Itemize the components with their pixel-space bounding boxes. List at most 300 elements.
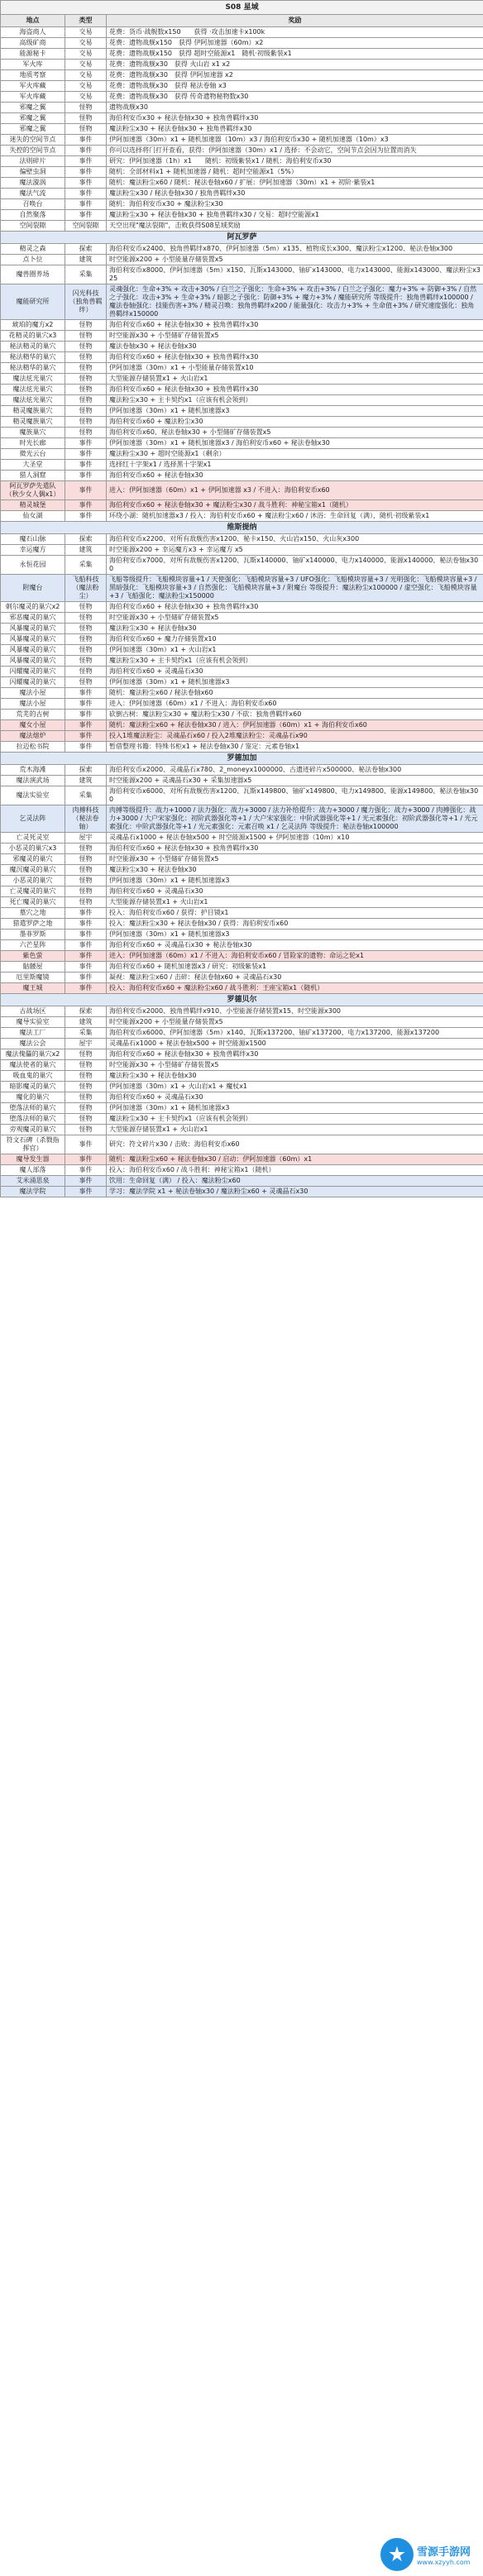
- type-cell: 交易: [65, 81, 107, 92]
- table-row: [1, 1165, 483, 1176]
- type-cell: 怪物: [65, 1125, 107, 1135]
- table-row: [1, 1006, 483, 1017]
- table-row: [1, 374, 483, 385]
- location-cell: 魔兽圈养场: [1, 265, 65, 284]
- location-cell: 魔导实验室: [1, 1017, 65, 1028]
- section-row: [1, 994, 483, 1006]
- type-cell: 事件: [65, 210, 107, 221]
- type-cell: 探索: [65, 1006, 107, 1017]
- location-cell: 魔能研究所: [1, 284, 65, 320]
- reward-cell: 海伯利安币x7000、对所有敌舰伤害x1200、瓦斯x140000、铀矿x140000、电力x140000、能源x140000、秘法卷轴x300: [107, 556, 483, 575]
- table-row: [1, 1028, 483, 1039]
- reward-cell: 时空能源x30 + 小型储矿存储装置x5: [107, 331, 483, 342]
- location-cell: 骷髅屋: [1, 962, 65, 973]
- location-cell: 法则碎片: [1, 156, 65, 167]
- type-cell: 事件: [65, 1135, 107, 1154]
- type-cell: 建筑: [65, 255, 107, 265]
- location-cell: 墨菲罗斯: [1, 930, 65, 940]
- type-cell: 采集: [65, 556, 107, 575]
- location-cell: 猎遣罗萨之地: [1, 919, 65, 930]
- location-cell: 风暴魔灵的巢穴: [1, 645, 65, 656]
- location-cell: 小恶灵的巢穴x3: [1, 844, 65, 854]
- watermark-url: www.xzyyh.com: [417, 2559, 471, 2566]
- location-cell: 符文石碑（杀戮指挥官）: [1, 1135, 65, 1154]
- type-cell: 怪物: [65, 645, 107, 656]
- reward-cell: 学习：魔法学院 x1 + 秘法卷轴x30 / 魔法粉尘x60 + 灵魂晶石x30: [107, 1187, 483, 1197]
- reward-cell: 魔法卷轴x30 + 秘法卷轴x30: [107, 342, 483, 352]
- location-cell: 魔法小屋: [1, 699, 65, 710]
- type-cell: 怪物: [65, 624, 107, 634]
- table-title: S08 星域: [1, 1, 483, 15]
- table-row: [1, 92, 483, 103]
- location-cell: 点卜位: [1, 255, 65, 265]
- reward-cell: 时空能源x30 + 小型储矿存储装置x5: [107, 854, 483, 865]
- type-cell: 采集: [65, 265, 107, 284]
- reward-cell: 海伯利安币x60 + 秘法卷轴x30 + 魔法粉尘x30 / 战斗胜利：神秘宝箱x1（随机）: [107, 500, 483, 511]
- reward-cell: 海伯利安币x60、秘法卷轴x30 + 小型储矿存储装置x5: [107, 428, 483, 438]
- type-cell: 事件: [65, 1176, 107, 1187]
- location-cell: 乞灵法阵: [1, 805, 65, 833]
- table-row: [1, 460, 483, 471]
- location-cell: 死亡魔灵的巢穴: [1, 897, 65, 908]
- table-row: [1, 320, 483, 331]
- location-cell: 亡灵死灵室: [1, 833, 65, 844]
- reward-cell: 海伯利安币x60 + 灵魂晶石x30: [107, 1092, 483, 1103]
- type-cell: 事件: [65, 511, 107, 522]
- reward-cell: 肉搏等级提升：战力+1000 / 法力强化：战力+3000 / 法力补给提升：战力+3000 / 魔力强化：战力+3000 / 肉搏强化：战力+3000 / 大户宋家强化：初阶武器强化等+1 / 大户宋家强化：中阶武器强化等+1 / 光元素强化：初阶武器强化等+1 / 光元素强化：中阶武器强化等+1 / 光元素强化：元素召唤 x1 / 乞灵法阵 等级提升：秘法卷轴x100000: [107, 805, 483, 833]
- table-row: [1, 363, 483, 374]
- type-cell: 怪物: [65, 1049, 107, 1060]
- type-cell: 怪物: [65, 602, 107, 613]
- reward-cell: 海伯利安币x2000、灵魂晶石x780、2_moneyx1000000、古遗迹碎片x500000、秘法卷轴x300: [107, 765, 483, 776]
- location-cell: 幸运魔方: [1, 545, 65, 556]
- type-cell: 事件: [65, 731, 107, 742]
- location-cell: 墓穴之地: [1, 908, 65, 919]
- location-cell: 六芒星阵: [1, 940, 65, 951]
- location-cell: 魔法学院: [1, 1187, 65, 1197]
- location-cell: 精灵魔族巢穴: [1, 406, 65, 417]
- table-row: [1, 624, 483, 634]
- reward-cell: 海伯利安币x6000、对所有敌舰伤害x1200、瓦斯x149800、铀矿x149800、电力x149800、能源x149800、秘法卷轴x300: [107, 786, 483, 805]
- location-cell: 魔法演武场: [1, 776, 65, 786]
- location-cell: 堕落法师的巢穴: [1, 1103, 65, 1114]
- table-row: [1, 710, 483, 720]
- type-cell: 探索: [65, 244, 107, 255]
- location-cell: 堕落法师的巢穴: [1, 1114, 65, 1125]
- table-row: [1, 331, 483, 342]
- section-title: 阿瓦罗萨: [1, 232, 483, 244]
- reward-cell: 海伯利安币x60 + 秘法卷轴x30 + 独角兽羁绊x30: [107, 385, 483, 395]
- table-row: [1, 1092, 483, 1103]
- table-row: [1, 844, 483, 854]
- table-row: [1, 1154, 483, 1165]
- type-cell: 事件: [65, 951, 107, 962]
- reward-cell: 大型能源存储装置x1 + 火山岩x1: [107, 1125, 483, 1135]
- table-row: [1, 677, 483, 688]
- table-row: [1, 244, 483, 255]
- reward-cell: 海伯利安币x60 + 灵魂晶石x30: [107, 667, 483, 677]
- location-cell: 紫色萤: [1, 951, 65, 962]
- table-row: [1, 699, 483, 710]
- location-cell: 秘法精灵的巢穴: [1, 342, 65, 352]
- location-cell: 风暴魔灵的巢穴: [1, 634, 65, 645]
- type-cell: 怪物: [65, 320, 107, 331]
- table-row: [1, 720, 483, 731]
- type-cell: 怪物: [65, 634, 107, 645]
- location-cell: 阿瓦罗萨先遣队（秋少女人偶x1）: [1, 481, 65, 500]
- type-cell: 怪物: [65, 677, 107, 688]
- location-cell: 琥珀的魔方x2: [1, 320, 65, 331]
- location-cell: 魔导发生器: [1, 1154, 65, 1165]
- reward-cell: 遗物战舰x30: [107, 103, 483, 113]
- table-row: [1, 575, 483, 602]
- reward-cell: 花费：遗物战舰x150 获得 超时空能源x1 随机·初级紫装x1: [107, 49, 483, 60]
- type-cell: 怪物: [65, 113, 107, 124]
- reward-cell: 魔法粉尘x30 + 超时空能源x1（剩余）: [107, 449, 483, 460]
- location-cell: 魔族巢穴: [1, 428, 65, 438]
- table-row: [1, 742, 483, 753]
- location-cell: 猎人洞窟: [1, 471, 65, 481]
- reward-cell: 伊阿加速器（30m）x1 + 火山岩x1: [107, 645, 483, 656]
- table-row: [1, 556, 483, 575]
- location-cell: 邪魔之翼: [1, 103, 65, 113]
- location-cell: 荒木海滩: [1, 765, 65, 776]
- location-cell: 风暴魔灵的巢穴: [1, 624, 65, 634]
- table-row: [1, 255, 483, 265]
- location-cell: 魔法实验室: [1, 786, 65, 805]
- location-cell: 能源秘卡: [1, 49, 65, 60]
- reward-cell: 时空能源x200 + 小型能量存储装置x5: [107, 255, 483, 265]
- table-row: [1, 776, 483, 786]
- location-cell: 魔法使者的巢穴: [1, 1060, 65, 1071]
- reward-cell: 花费：货币·战舰数x150 获得 ·攻击加速卡x100k: [107, 27, 483, 38]
- table-row: [1, 930, 483, 940]
- type-cell: 事件: [65, 1165, 107, 1176]
- location-cell: 地质考察: [1, 70, 65, 81]
- type-cell: 交易: [65, 38, 107, 49]
- type-cell: 怪物: [65, 428, 107, 438]
- type-cell: 事件: [65, 688, 107, 699]
- reward-cell: 伊阿加速器（30m）x1 + 随机加速器x3 / 海伯利安币x60 + 秘法卷轴x30: [107, 438, 483, 449]
- type-cell: 怪物: [65, 331, 107, 342]
- reward-cell: 伊阿加速器（30m）x1 + 火山岩x1 + 魔杖x1: [107, 1082, 483, 1092]
- table-row: [1, 833, 483, 844]
- type-cell: 怪物: [65, 1082, 107, 1092]
- table-row: [1, 70, 483, 81]
- reward-cell: 灵魂晶石x1000 + 秘法卷轴x500 + 时空能源x1500 + 伊阿加速器（10m）x10: [107, 833, 483, 844]
- reward-cell: 花费：遗物战舰x30 获得 伊阿加速器 x2: [107, 70, 483, 81]
- location-cell: 邪魔灵的巢穴: [1, 854, 65, 865]
- reward-cell: 海伯利安币x2200、对所有敌舰伤害x1200、秘卡x150、火山岩x150、火山灰x300: [107, 534, 483, 545]
- type-cell: 怪物: [65, 1103, 107, 1114]
- type-cell: 事件: [65, 720, 107, 731]
- reward-cell: 海伯利安币x30 + 秘法卷轴x30 + 独角兽羁绊x30: [107, 113, 483, 124]
- reward-cell: 时空能源x30 + 小型储矿存储装置x5: [107, 1060, 483, 1071]
- type-cell: 怪物: [65, 1060, 107, 1071]
- table-row: [1, 199, 483, 210]
- table-row: [1, 634, 483, 645]
- type-cell: 事件: [65, 962, 107, 973]
- table-row: [1, 1103, 483, 1114]
- reward-table: [0, 0, 483, 1197]
- location-cell: 刺尔魔灵的巢穴x2: [1, 602, 65, 613]
- table-row: [1, 908, 483, 919]
- type-cell: 事件: [65, 930, 107, 940]
- reward-cell: 魔法粉尘x30 + 秘法卷轴x30: [107, 624, 483, 634]
- table-row: [1, 471, 483, 481]
- reward-cell: 随机：魔法粉尘x60 + 秘法卷轴x30 / 进入：伊阿加速器（60m）x1 + 海伯利安币x60: [107, 720, 483, 731]
- location-cell: 魔王城: [1, 983, 65, 994]
- location-cell: 时光长廊: [1, 438, 65, 449]
- type-cell: 事件: [65, 742, 107, 753]
- reward-cell: 灵魂强化：生命+3% + 攻击+30% / 白兰之子强化：生命+3% + 攻击+3% / 白兰之子强化：魔力+3% + 防御+3% / 自然之子强化：攻击+3% + 生命+3% / 暗影之子强化：防御+3% + 魔力+3% / 魔能研究所 等级提升：独角兽羁绊x100000 / 魔法卷轴强化：技能伤害+3% / 精灵召唤：独角兽羁绊x200 / 能量强化：攻击力+3% + 生命值+3% / 研究速度强化：独角兽羁绊x150000: [107, 284, 483, 320]
- type-cell: 事件: [65, 919, 107, 930]
- watermark: [380, 2536, 478, 2573]
- location-cell: 魔法工厂: [1, 1028, 65, 1039]
- type-cell: 怪物: [65, 897, 107, 908]
- location-cell: 魔法傀儡的巢穴x2: [1, 1049, 65, 1060]
- table-row: [1, 342, 483, 352]
- location-cell: 魔法气流: [1, 189, 65, 199]
- table-row: [1, 1187, 483, 1197]
- table-row: [1, 940, 483, 951]
- table-row: [1, 602, 483, 613]
- type-cell: 事件: [65, 438, 107, 449]
- reward-cell: 飞船等级提升：飞船模块容量+1 / 天使强化：飞船模块容量+3 / UFO强化：飞船模块容量+3 / 光明强化：飞船模块容量+3 / 黑暗强化：飞船模块容量+3 / 自然强化：飞船模块容量+3 / 附魔台 等级提升：魔法粉尘x100000 / 虚空强化：飞船模块容量+3 / 飞船强化：魔法粉尘x150000: [107, 575, 483, 602]
- table-row: [1, 951, 483, 962]
- table-row: [1, 395, 483, 406]
- star-logo-icon: [380, 2538, 414, 2571]
- location-cell: 魔石山脉: [1, 534, 65, 545]
- table-row: [1, 534, 483, 545]
- type-cell: 事件: [65, 699, 107, 710]
- table-row: [1, 645, 483, 656]
- section-row: [1, 232, 483, 244]
- reward-cell: 随机：魔法粉尘x60 / 随机：秘法卷轴x60 / 扩展：伊阿加速器（30m）x1 + 初阶·紫装x1: [107, 178, 483, 189]
- type-cell: 建筑: [65, 545, 107, 556]
- table-row: [1, 352, 483, 363]
- location-cell: 失控的空间节点: [1, 146, 65, 156]
- type-cell: 事件: [65, 500, 107, 511]
- type-cell: 怪物: [65, 1092, 107, 1103]
- table-row: [1, 500, 483, 511]
- location-cell: 魔法炫光巢穴: [1, 374, 65, 385]
- type-cell: 怪物: [65, 363, 107, 374]
- type-cell: 肉搏科技（秘法卷轴）: [65, 805, 107, 833]
- location-cell: 闪耀魔灵的巢穴: [1, 677, 65, 688]
- reward-cell: 暂借整理书籍：特殊书柜x1 + 秘法卷轴x30 / 鉴定：元素卷轴x1: [107, 742, 483, 753]
- reward-cell: 海伯利安币x2000、独角兽羁绊x910、小型能源存储装置x15、时空能源x300: [107, 1006, 483, 1017]
- reward-cell: 海伯利安币x6000、伊阿加速器（5m）x140、瓦斯x137200、铀矿x137200、电力x137200、能源x137200: [107, 1028, 483, 1039]
- type-cell: 事件: [65, 710, 107, 720]
- type-cell: 事件: [65, 908, 107, 919]
- reward-cell: 投入：海伯利安币x60 + 魔法粉尘x60 / 战斗胜利：王座宝箱x1（随机）: [107, 983, 483, 994]
- table-row: [1, 983, 483, 994]
- type-cell: 事件: [65, 471, 107, 481]
- location-cell: 旁观魔灵的巢穴: [1, 1125, 65, 1135]
- table-row: [1, 656, 483, 667]
- table-row: [1, 688, 483, 699]
- reward-cell: 大型能源存储装置x1 + 火山岩x1: [107, 374, 483, 385]
- table-row: [1, 178, 483, 189]
- location-cell: 闪耀魔灵的巢穴: [1, 667, 65, 677]
- reward-cell: 研究：伊阿加速器（1h）x1 随机：初级紫装x1 / 随机：海伯利安币x30: [107, 156, 483, 167]
- table-row: [1, 731, 483, 742]
- reward-cell: 进入：伊阿加速器（60m）x1 / 不进入：海伯利安币x60 / 冒险家的遗物：命运之轮x1: [107, 951, 483, 962]
- table-row: [1, 805, 483, 833]
- section-title: 罗德加加: [1, 753, 483, 765]
- section-row: [1, 522, 483, 534]
- location-cell: 精灵魔族巢穴: [1, 417, 65, 428]
- table-row: [1, 1176, 483, 1187]
- reward-cell: 海伯利安币x60 + 秘法卷轴x30 + 独角兽羁绊x30: [107, 352, 483, 363]
- type-cell: 怪物: [65, 1071, 107, 1082]
- table-row: [1, 1060, 483, 1071]
- reward-cell: 海伯利安币x60 + 秘法卷轴x30 + 独角兽羁绊x30: [107, 1049, 483, 1060]
- type-cell: 怪物: [65, 844, 107, 854]
- location-cell: 精灵城堡: [1, 500, 65, 511]
- location-cell: 魔法漩涡: [1, 178, 65, 189]
- table-row: [1, 1082, 483, 1092]
- type-cell: 采集: [65, 1028, 107, 1039]
- type-cell: 怪物: [65, 417, 107, 428]
- location-cell: 魔法公会: [1, 1039, 65, 1049]
- watermark-name: 雪源手游网: [417, 2546, 471, 2559]
- reward-cell: 投入：海伯利安币x60 / 战斗胜利：神秘宝箱x1（随机）: [107, 1165, 483, 1176]
- type-cell: 交易: [65, 70, 107, 81]
- location-cell: 花精灵的巢穴x3: [1, 331, 65, 342]
- reward-cell: 海伯利安币x60 + 秘法卷轴x30 + 独角兽羁绊x30: [107, 320, 483, 331]
- reward-cell: 海伯利安币x60 + 灵魂晶石x30: [107, 887, 483, 897]
- reward-cell: 随机：魔法粉尘x60 + 秘法卷轴x30 / 启动：伊阿加速器（60m）x1: [107, 1154, 483, 1165]
- location-cell: 自然聚落: [1, 210, 65, 221]
- table-row: [1, 167, 483, 178]
- type-cell: 建筑: [65, 776, 107, 786]
- reward-cell: 魔法粉尘x30 + 主卡契约x1（应该有机会领到）: [107, 656, 483, 667]
- type-cell: 怪物: [65, 854, 107, 865]
- reward-cell: 花费：遗物战舰x30 获得 火山岩 x1 x2: [107, 60, 483, 70]
- table-row: [1, 919, 483, 930]
- table-row: [1, 765, 483, 776]
- table-row: [1, 1114, 483, 1125]
- location-cell: 拉迈松书院: [1, 742, 65, 753]
- type-cell: 飞船科技（魔法粉尘）: [65, 575, 107, 602]
- reward-cell: 海伯利安币x60 + 秘法卷轴x30 + 独角兽羁绊x30: [107, 602, 483, 613]
- type-cell: 事件: [65, 481, 107, 500]
- header-location: 地点: [1, 15, 65, 27]
- reward-cell: 你可以选择将门打开查看，获得：伊阿加速器（30m）x1 / 选择：不会动它，空间节点会因为位置而消失: [107, 146, 483, 156]
- type-cell: 屋宇: [65, 833, 107, 844]
- type-cell: 事件: [65, 199, 107, 210]
- type-cell: 探索: [65, 534, 107, 545]
- table-row: [1, 60, 483, 70]
- table-row: [1, 417, 483, 428]
- location-cell: 偏壁虫洞: [1, 167, 65, 178]
- location-cell: 迷失的空间节点: [1, 135, 65, 146]
- location-cell: 魔人部落: [1, 1165, 65, 1176]
- type-cell: 采集: [65, 786, 107, 805]
- type-cell: 事件: [65, 156, 107, 167]
- type-cell: 事件: [65, 973, 107, 983]
- reward-cell: 进入：伊阿加速器（60m）x1 + 伊阿加速器 x3 / 不进入：海伯利安币x60: [107, 481, 483, 500]
- table-row: [1, 449, 483, 460]
- table-row: [1, 887, 483, 897]
- reward-cell: 魔法粉尘x30 + 秘法卷轴x30: [107, 1071, 483, 1082]
- type-cell: 探索: [65, 765, 107, 776]
- watermark-text: [417, 2543, 471, 2566]
- table-header-row: [1, 15, 483, 27]
- location-cell: 荒芜的古树: [1, 710, 65, 720]
- type-cell: 怪物: [65, 406, 107, 417]
- type-cell: 怪物: [65, 887, 107, 897]
- reward-cell: 花费：遗物战舰x30 获得 传奇遗物秘物数x30: [107, 92, 483, 103]
- table-row: [1, 1125, 483, 1135]
- reward-cell: 伊阿加速器（30m）x1 + 随机加速器（10m）x3 / 海伯利安币x30 + 随机加速器（10m）x3: [107, 135, 483, 146]
- reward-cell: 研究：符文碎片x30 / 击败：海伯利安币x60: [107, 1135, 483, 1154]
- type-cell: 建筑: [65, 1017, 107, 1028]
- table-row: [1, 1049, 483, 1060]
- table-row: [1, 1039, 483, 1049]
- type-cell: 事件: [65, 178, 107, 189]
- location-cell: 邪魔之翼: [1, 124, 65, 135]
- table-row: [1, 189, 483, 199]
- table-row: [1, 1017, 483, 1028]
- reward-cell: 投入：魔法粉尘x30 + 秘法卷轴x30 / 获得：海伯利安币x60: [107, 919, 483, 930]
- table-row: [1, 613, 483, 624]
- reward-cell: 伊阿加速器（30m）x1 + 随机加速器x3: [107, 1103, 483, 1114]
- table-row: [1, 385, 483, 395]
- location-cell: 大圣堂: [1, 460, 65, 471]
- table-row: [1, 511, 483, 522]
- type-cell: 事件: [65, 460, 107, 471]
- reward-cell: 伊阿加速器（30m）x1 + 随机加速器x3: [107, 876, 483, 887]
- table-row: [1, 406, 483, 417]
- reward-cell: 魔法粉尘x30 + 主卡契约x1（应该有机会领到）: [107, 395, 483, 406]
- type-cell: 事件: [65, 1187, 107, 1197]
- reward-cell: 海伯利安币x8000、伊阿加速器（5m）x150、瓦斯x143000、铀矿x143000、电力x143000、能源x143000、魔法粉尘x325: [107, 265, 483, 284]
- type-cell: 怪物: [65, 385, 107, 395]
- location-cell: 暗影魔灵的巢穴: [1, 1082, 65, 1092]
- table-row: [1, 667, 483, 677]
- location-cell: 永恒花园: [1, 556, 65, 575]
- table-row: [1, 876, 483, 887]
- type-cell: 事件: [65, 983, 107, 994]
- table-row: [1, 545, 483, 556]
- section-row: [1, 753, 483, 765]
- type-cell: 怪物: [65, 656, 107, 667]
- type-cell: 怪物: [65, 876, 107, 887]
- table-row: [1, 438, 483, 449]
- reward-cell: 魔法粉尘x30 / 秘法卷轴x30 / 独角兽羁绊x30: [107, 189, 483, 199]
- location-cell: 风暴魔灵的巢穴: [1, 656, 65, 667]
- location-cell: 附魔台: [1, 575, 65, 602]
- location-cell: 魔女小屋: [1, 720, 65, 731]
- location-cell: 空间裂隙: [1, 221, 65, 232]
- location-cell: 邪魔之翼: [1, 113, 65, 124]
- table-row: [1, 786, 483, 805]
- location-cell: 军火库藏: [1, 81, 65, 92]
- location-cell: 秘法精华的巢穴: [1, 363, 65, 374]
- type-cell: 怪物: [65, 1114, 107, 1125]
- reward-cell: 伊阿加速器（30m）x1 + 小型能量存储装置x10: [107, 363, 483, 374]
- type-cell: 事件: [65, 449, 107, 460]
- table-row: [1, 1071, 483, 1082]
- type-cell: 屋宇: [65, 1039, 107, 1049]
- type-cell: 怪物: [65, 103, 107, 113]
- table-row: [1, 210, 483, 221]
- location-cell: 邪恶魔灵的巢穴: [1, 613, 65, 624]
- type-cell: 怪物: [65, 865, 107, 876]
